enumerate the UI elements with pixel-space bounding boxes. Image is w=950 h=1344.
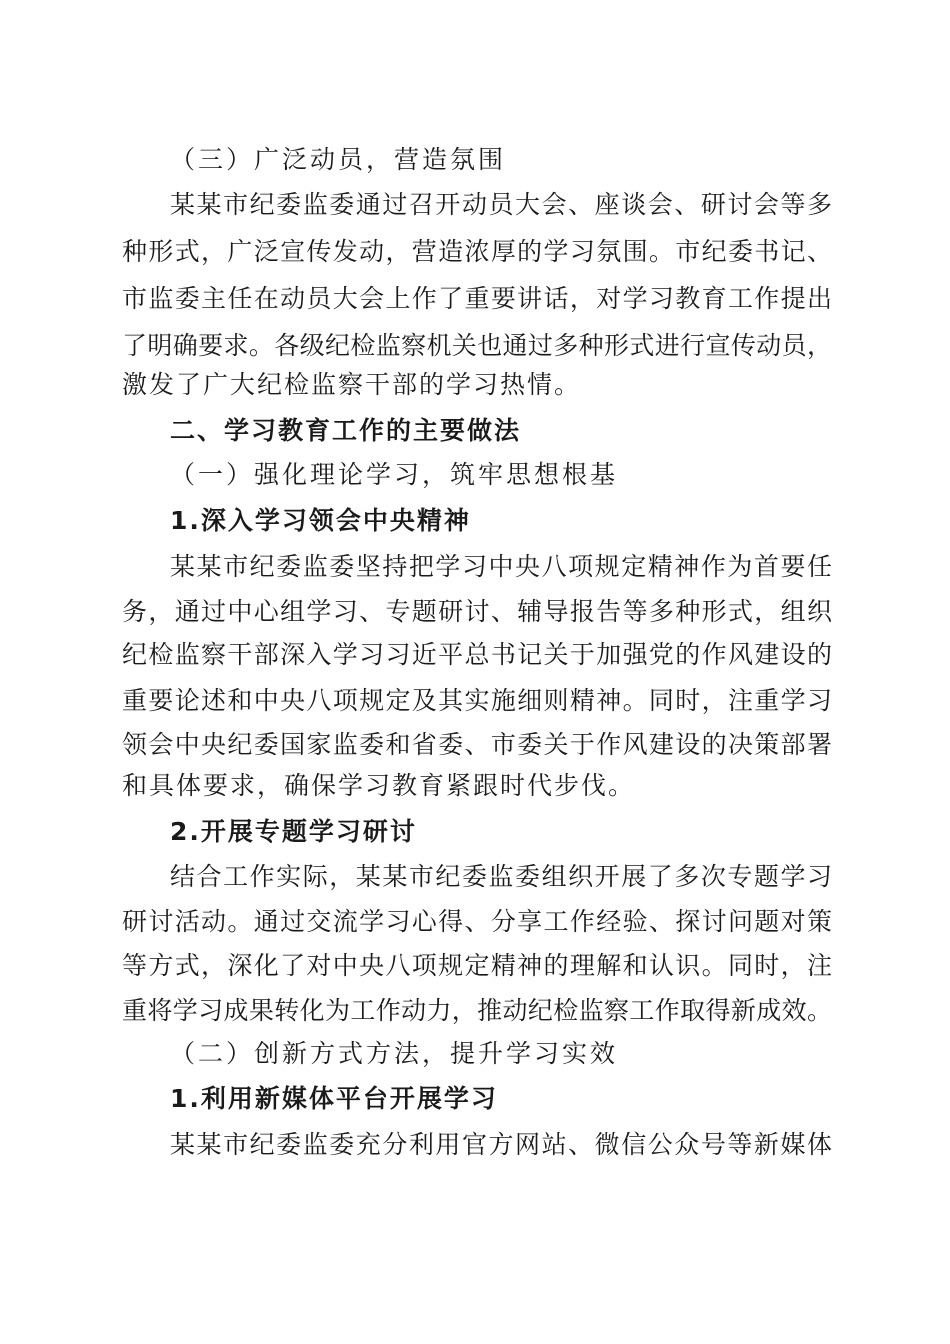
paragraph-line: 和具体要求，确保学习教育紧跟时代步伐。 (122, 771, 636, 800)
item3-title: 1.利用新媒体平台开展学习 (170, 1084, 498, 1113)
item1-title: 1.深入学习领会中央精神 (170, 506, 471, 535)
paragraph-line: 等方式，深化了对中央八项规定精神的理解和认识。同时，注 (122, 951, 832, 980)
paragraph-line: 种形式，广泛宣传发动，营造浓厚的学习氛围。市纪委书记、 (122, 237, 832, 266)
paragraph-line: 市监委主任在动员大会上作了重要讲话，对学习教育工作提出 (122, 284, 832, 313)
section3-title: （三）广泛动员，营造氛围 (170, 145, 507, 174)
paragraph-line: 重将学习成果转化为工作动力，推动纪检监察工作取得新成效。 (122, 996, 832, 1025)
sub1-title: （一）强化理论学习，筑牢思想根基 (170, 460, 619, 489)
paragraph-line: 某某市纪委监委坚持把学习中央八项规定精神作为首要任 (170, 552, 832, 581)
paragraph-line: 纪检监察干部深入学习习近平总书记关于加强党的作风建设的 (122, 640, 832, 669)
paragraph-line: 了明确要求。各级纪检监察机关也通过多种形式进行宣传动员， (122, 331, 832, 360)
paragraph-line: 激发了广大纪检监察干部的学习热情。 (122, 370, 582, 399)
paragraph-line: 领会中央纪委国家监委和省委、市委关于作风建设的决策部署 (122, 730, 832, 759)
part2-title: 二、学习教育工作的主要做法 (170, 416, 522, 445)
paragraph-line: 务，通过中心组学习、专题研讨、辅导报告等多种形式，组织 (122, 597, 832, 626)
paragraph-line: 研讨活动。通过交流学习心得、分享工作经验、探讨问题对策 (122, 907, 832, 936)
paragraph-line: 某某市纪委监委通过召开动员大会、座谈会、研讨会等多 (170, 190, 832, 219)
item2-title: 2.开展专题学习研讨 (170, 817, 417, 846)
paragraph-line: 某某市纪委监委充分利用官方网站、微信公众号等新媒体 (170, 1130, 832, 1159)
paragraph-line: 重要论述和中央八项规定及其实施细则精神。同时，注重学习 (122, 686, 832, 715)
paragraph-line: 结合工作实际，某某市纪委监委组织开展了多次专题学习 (170, 862, 832, 891)
sub2-title: （二）创新方式方法，提升学习实效 (170, 1039, 619, 1068)
